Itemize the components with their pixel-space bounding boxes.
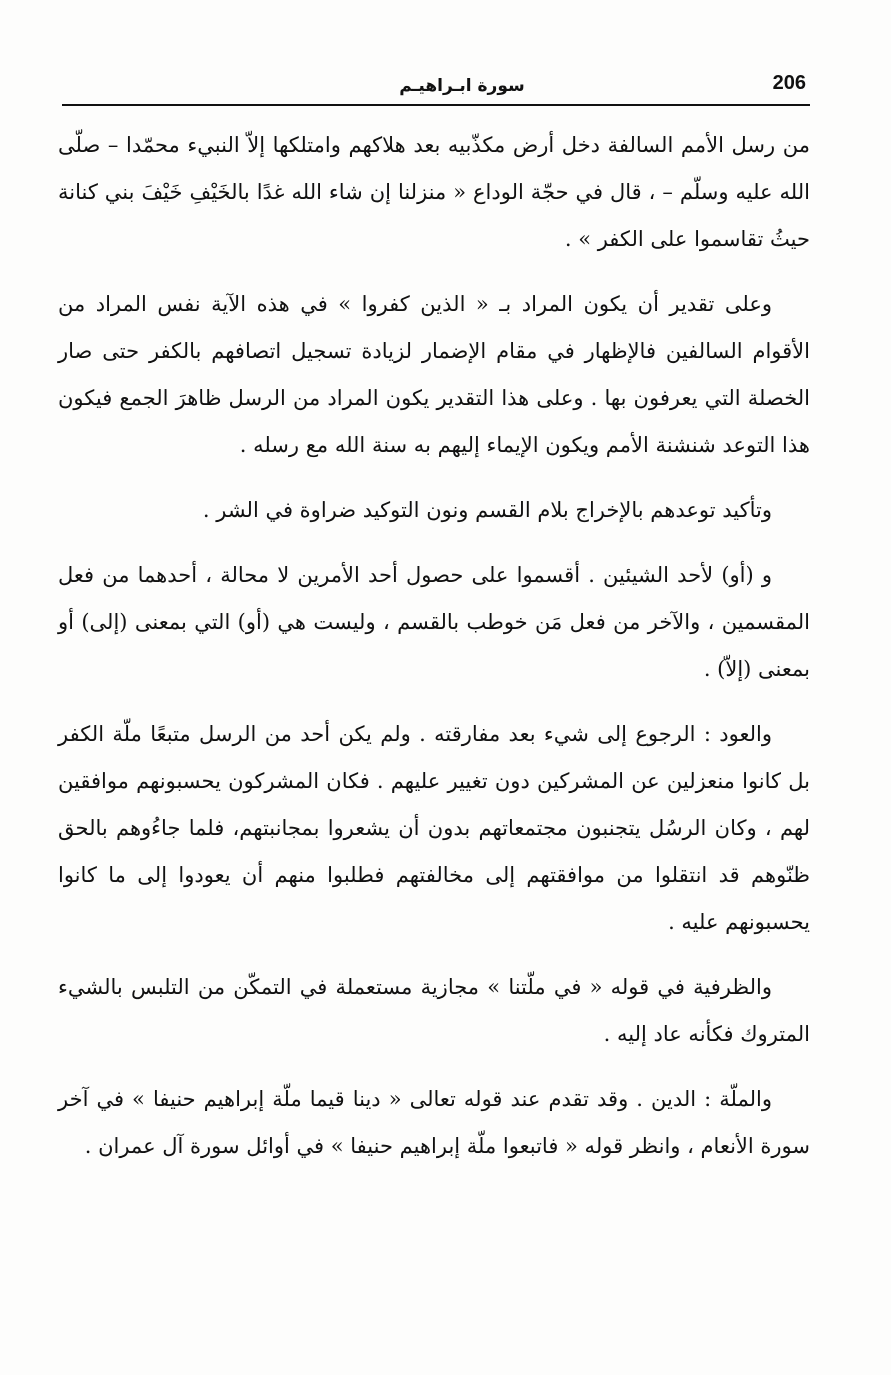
page-header [62, 70, 810, 106]
header-rule [62, 104, 810, 106]
page-number: 206 [772, 72, 806, 94]
paragraph-4: و (أو) لأحد الشيئين . أقسموا على حصول أحد الأمرين لا محالة ، أحدهما من فعل المقسمين ، والآخر من فعل مَن خوطب بالقسم ، وليست هي (أو) التي بمعنى (إلى) أو بمعنى (إلاّ) . [58, 563, 810, 681]
paragraph-7: والملّة : الدين . وقد تقدم عند قوله تعالى « دينا قيما ملّة إبراهيم حنيفا » في آخر سورة الأنعام ، وانظر قوله « فاتبعوا ملّة إبراهيم حنيفا » في أوائل سورة آل عمران . [58, 1087, 810, 1158]
paragraph-5: والعود : الرجوع إلى شيء بعد مفارقته . ولم يكن أحد من الرسل متبعًا ملّة الكفر بل كانوا منعزلين عن المشركين دون تغيير عليهم . فكان المشركون يحسبونهم موافقين لهم ، وكان الرسُل يتجنبون مجتمعاتهم بدون أن يشعروا بمجانبتهم، فلما جاءُوهم بالحق ظنّوهم قد انتقلوا من موافقتهم إلى مخالفتهم فطلبوا منهم أن يعودوا إلى ما كانوا يحسبونهم عليه . [58, 722, 810, 934]
paragraph-1: من رسل الأمم السالفة دخل أرض مكذّبيه بعد هلاكهم وامتلكها إلاّ النبيء محمّدا – صلّى الله عليه وسلّم – ، قال في حجّة الوداع « منزلنا إن شاء الله غدًا بالخَيْفِ خَيْفَ بني كنانة حيثُ تقاسموا على الكفر » . [58, 133, 810, 251]
paragraph-2: وعلى تقدير أن يكون المراد بـ « الذين كفروا » في هذه الآية نفس المراد من الأقوام السالفين فالإظهار في مقام الإضمار لزيادة تسجيل اتصافهم بالكفر حتى صار الخصلة التي يعرفون بها . وعلى هذا التقدير يكون المراد من الرسل ظاهرَ الجمع فيكون هذا التوعد شنشنة الأمم ويكون الإيماء إليهم به سنة الله مع رسله . [58, 292, 810, 457]
running-title: سورة ابـراهيـم [399, 76, 525, 96]
paragraph-3: وتأكيد توعدهم بالإخراج بلام القسم ونون التوكيد ضراوة في الشر . [202, 498, 772, 522]
paragraph-6: والظرفية في قوله « في ملّتنا » مجازية مستعملة في التمكّن من التلبس بالشيء المتروك فكأنه عاد إليه . [58, 975, 810, 1046]
body-text [58, 122, 810, 1188]
